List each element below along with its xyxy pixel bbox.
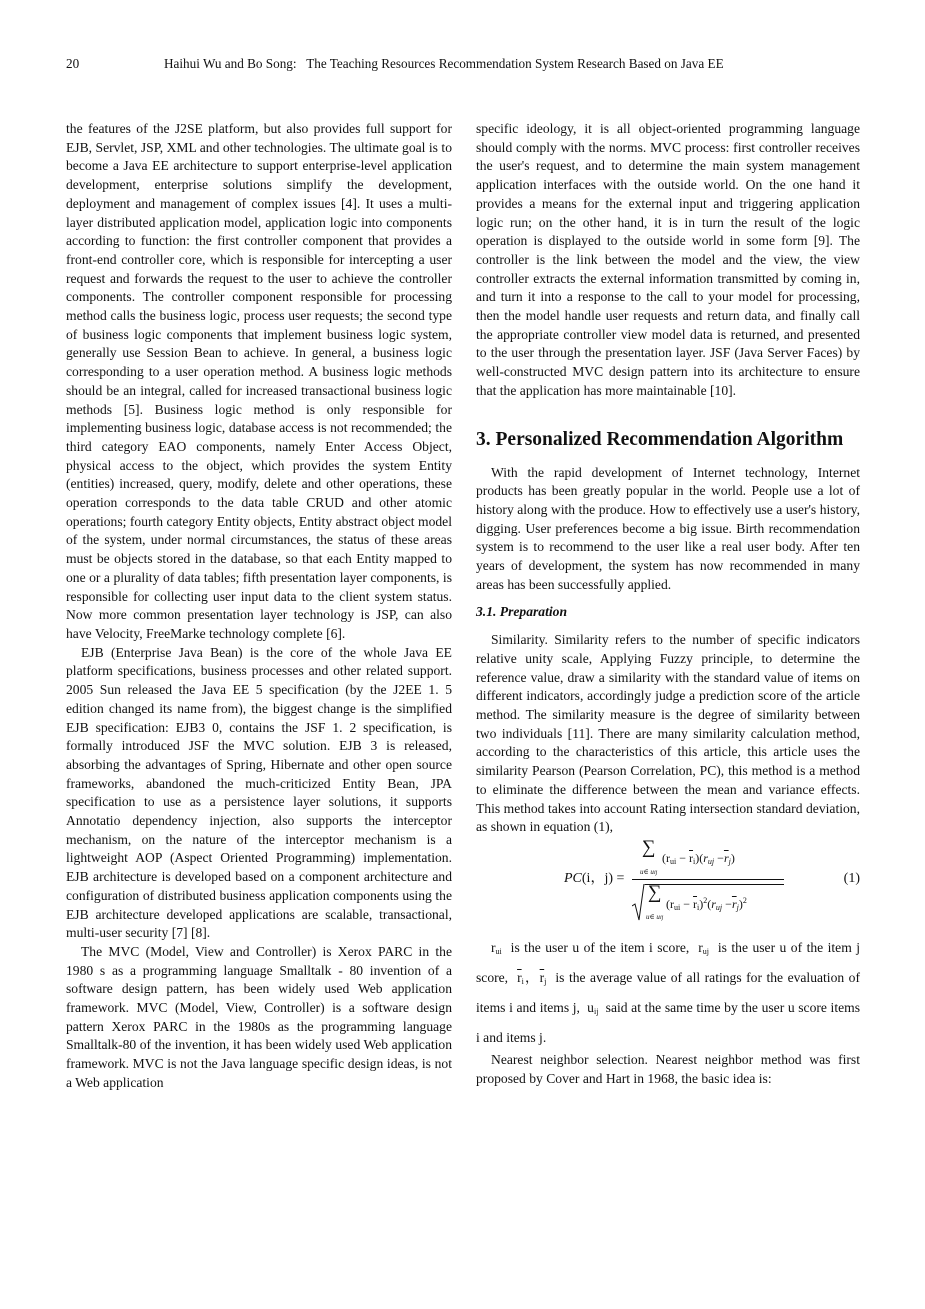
right-column [476,120,860,1088]
paragraph: The MVC (Model, View and Controller) is Xerox PARC in the 1980 s as a programming language Smalltalk - 80 invention of a software design pattern, has been widely used Web application framework. MVC (Model, View, Controller) is a software design pattern Xerox PARC in the 1980s as the programming language Smalltalk-80 of the invention, it has been widely used Web application framework. MVC is not the Java language specific design ideas, is not a Web application [66,943,452,1090]
paragraph: With the rapid development of Internet technology, Internet products has been greatly popular in the world. People use a lot of history along with the produce. How to effectively use a user's history, digging. User preferences become a big issue. Birth recommendation system is to recommend to the user like a real user body. After ten years of development, the system has now recommended in many areas has been successfully applied. [476,464,860,592]
section-heading: 3. Personalized Recommendation Algorithm [476,428,844,450]
equation-lhs: PC(i，j) = [564,870,625,886]
subsection-heading: 3.1. Preparation [476,604,568,620]
paragraph: Nearest neighbor selection. Nearest neighbor method was first proposed by Cover and Hart in 1968, the basic idea is: [476,1051,860,1086]
paragraph: rui is the user u of the item i score, ruj is the user u of the item j score, $\overline{r}i$，$\overline{r}j$ is the average value of all ratings for the evaluation of items i and items j, uij said at the same time by the user u score items i and items j. [476,939,861,1045]
paragraph: EJB (Enterprise Java Bean) is the core of the whole Java EE platform specifications, business processes and other related support. 2005 Sun released the Java EE 5 specification (by the J2EE 1. 5 edition changed its name from), the biggest change is the simplified EJB specification: EJB3 0, contains the JSF 1. 2 specification, is formally introduced JSF the MVC solution. EJB 3 is released, absorbing the advantages of Spring, Hibernate and other open source frameworks, abandoned the much-criticized Entity Bean, JPA specification to use as a persistence layer solutions, it supports Annotatio dependency injection, also supports the interceptor mechanism, on the nature of the interceptor mechanism is a lightweight AOP (Aspect Oriented Programming) implementation. EJB architecture is developed based on a component architecture and configuration of distributed business application components using the EJB architecture developed applications are scalable, transactional, multi-user security [7] [8]. [66,644,452,941]
equation-numerator: ∑ u∈ uij $(rui - \overline{r}i)(ruj -\overline{r}j)$ [640,836,735,876]
paragraph: the features of the J2SE platform, but also provides full support for EJB, Servlet, JSP, XML and other technologies. The ultimate goal is to become a Java EE architecture to support enterprise-level application development, enterprise solutions simplify the development, deployment and management of complex issues [4]. It uses a multi-layer distributed application model, application logic into components according to function: the first controller component that provides a front-end controller core, which is responsible for intercepting a user request and forwards the request to the user to achieve the controller components. The controller component responsible for processing method calls the business logic, process user requests; the second type of business logic components that implement business logic system, generally use Session Bean to achieve. In general, a business logic corresponding to a user operation method. A business logic methods should be an integral, called for increased transactional business logic methods [5]. Business logic method is only responsible for implementing business logic, database access is not recommended; the third category EAO components, namely Enter Access Object, physical access to the object, which provides the system Entity (entities) increased, query, modify, delete and other operations, these operation corresponds to the data table CRUD and other atomic operations; fourth category Entity objects, Entity abstract object model of the system, under normal circumstances, the status of these areas must be objects stored in the database, so that each Entity mapped to one or a plurality of data tables; fifth presentation layer components, is responsible for collecting user input data to the client system status. Now more common presentation layer technology is JSP, can also have Velocity, FreeMarke technology complete [6]. [66,121,452,641]
pearson-equation [476,836,860,927]
paragraph: Similarity. Similarity refers to the number of specific indicators relative unity scale, Applying Fuzzy principle, to determine the reference value, draw a similarity with the standard value of items on different indicators, accordingly judge a prediction score of the article method. The similarity measure is the degree of similarity between two individuals [11]. There are many similarity calculation method, according to the characteristics of this article, this article uses the similarity Pearson (Pearson Correlation, PC), this method is a method to eliminate the difference between the mean and variance effects. This method takes into account Rating intersection standard deviation, as shown in equation (1), [476,632,860,835]
page-number: 20 [66,56,80,71]
sqrt-radical [632,884,646,922]
running-title: Haihui Wu and Bo Song: The Teaching Resources Recommendation System Research Based on Java EE [164,56,724,71]
equation-number: (1) [843,870,860,886]
equation-denominator: ∑ u∈ uij $(rui - \overline{r}i)^2(ruj -\overline{r}j)^2$ [632,880,784,926]
running-header [66,54,862,74]
paragraph: specific ideology, it is all object-oriented programming language should comply with the norms. MVC process: first controller receives the user's request, and to determine the main system management application interfaces with the outside world. On the one hand it provides a means for the external input and triggering application logic run; on the other hand, it is in turn the result of the logic operation is displayed to the outside world in some form [9]. The controller is the link between the model and the view, the view controller extracts the external information transmitted by coming in, and turn it into a response to the call to your model for processing, then the model handle user requests and return data, and finally call the appropriate controller view model data is returned, and presented to the user through the presentation layer. JSF (Java Server Faces) by well-constructed MVC design pattern into its architecture to ensure that the application has more maintainable [10]. [476,121,860,398]
equation-fraction [632,836,784,926]
left-column [66,120,452,1093]
